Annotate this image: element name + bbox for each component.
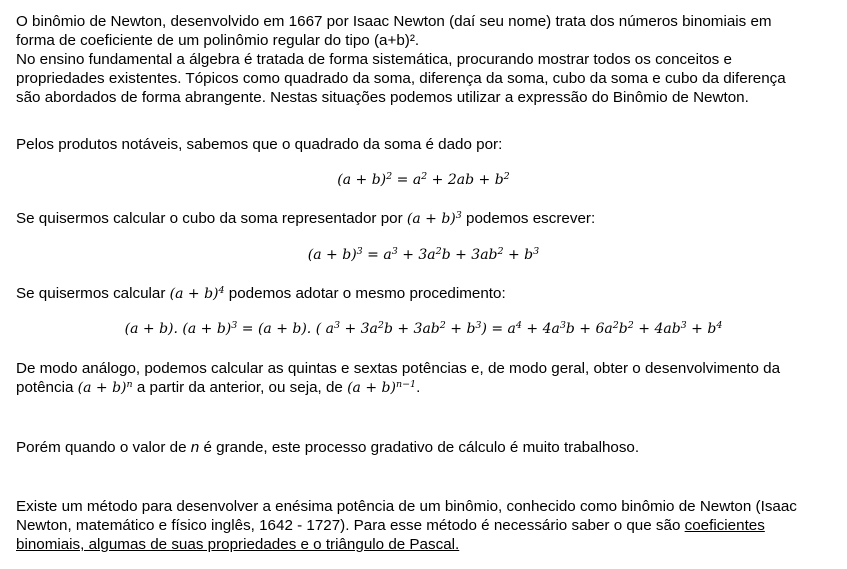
fourth-text-after: podemos adotar o mesmo procedimento:: [224, 285, 506, 302]
eq3-exp-11: 4: [716, 320, 723, 331]
analogous-exp-2: n−1: [395, 379, 417, 390]
coefficients-link[interactable]: coeficientes: [684, 517, 765, 534]
eq2-exp-2: 2: [435, 246, 442, 257]
method-line-3: [16, 535, 838, 554]
eq3-term-3: + 3a: [340, 321, 378, 337]
cube-of-sum-equation: [0, 245, 847, 265]
eq3-exp-4: 2: [439, 320, 446, 331]
intro-line-3: No ensino fundamental a álgebra é tratada de forma sistemática, procurando mostrar todos os conceitos e: [16, 51, 732, 68]
cube-inline-exp: 3: [455, 210, 462, 221]
eq3-exp-6: 4: [515, 320, 522, 331]
eq1-lhs: (a + b): [337, 172, 387, 188]
eq3-term-1: (a + b). (a + b): [124, 321, 232, 337]
eq2-term-2: + 3a: [397, 247, 436, 263]
eq1-term-2: + 2ab + b: [427, 172, 504, 188]
eq3-term-5: + b: [445, 321, 476, 337]
intro-paragraph: [16, 12, 838, 107]
analogous-line-1: De modo análogo, podemos calcular as quintas e sextas potências e, de modo geral, obter o desenvolvimento da: [16, 360, 781, 377]
eq3-term-9: b: [618, 321, 628, 337]
eq2-lhs: (a + b): [307, 247, 357, 263]
method-line-2: [16, 516, 838, 535]
analogous-exp-1: n: [126, 379, 133, 390]
notable-products-paragraph: [16, 135, 838, 154]
analogous-text-after: .: [416, 379, 421, 396]
eq3-term-4: b + 3ab: [383, 321, 440, 337]
eq3-term-2: = (a + b). ( a: [237, 321, 334, 337]
cube-inline-math: [407, 211, 462, 227]
eq3-exp-9: 2: [627, 320, 634, 331]
eq3-term-11: + b: [686, 321, 717, 337]
analogous-text-middle: a partir da anterior, ou seja, de: [132, 379, 348, 396]
fourth-inline-base: (a + b): [169, 286, 219, 302]
analogous-line-2: [16, 378, 838, 398]
intro-line-5: são abordados de forma abrangente. Nestas situações podemos utilizar a expressão do Binômio de Newton.: [16, 89, 749, 106]
fourth-power-paragraph: [16, 284, 838, 304]
eq3-term-7: + 4a: [521, 321, 560, 337]
eq3-exp-2: 3: [333, 320, 341, 331]
cube-inline-base: (a + b): [406, 211, 456, 227]
eq2-term-3: b + 3ab: [441, 247, 498, 263]
eq3-exp-1: 3: [231, 320, 238, 331]
eq1-lhs-exp: 2: [386, 171, 393, 182]
fourth-inline-math: [170, 286, 225, 302]
eq3-exp-8: 2: [612, 320, 619, 331]
fourth-inline-exp: 4: [218, 285, 225, 296]
eq3-exp-3: 2: [377, 320, 384, 331]
eq3-exp-5: 3: [475, 320, 482, 331]
method-line-2-text: Newton, matemático e físico inglês, 1642 - 1727). Para esse método é necessário saber o que são: [16, 517, 685, 534]
large-n-text-after: é grande, este processo gradativo de cálculo é muito trabalhoso.: [199, 439, 640, 456]
analogous-base-2: (a + b): [347, 380, 396, 396]
analogous-paragraph: [16, 359, 838, 398]
eq3-exp-7: 3: [559, 320, 566, 331]
eq1-rhs: = a: [396, 172, 422, 188]
eq2-term-1: = a: [362, 247, 392, 263]
large-n-variable: n: [190, 439, 200, 456]
analogous-text-before: potência: [16, 379, 78, 396]
cube-text-before: Se quisermos calcular o cubo da soma representador por: [16, 210, 407, 227]
analogous-inline-math-2: [347, 380, 416, 396]
intro-line-4: propriedades existentes. Tópicos como quadrado da soma, diferença da soma, cubo da soma e cubo da diferença: [16, 70, 786, 87]
fourth-text-before: Se quisermos calcular: [16, 285, 170, 302]
eq1-exp-1: 2: [421, 171, 428, 182]
method-line-1: Existe um método para desenvolver a enésima potência de um binômio, conhecido como binômio de Newton (Isaac: [16, 498, 797, 515]
eq2-term-4: + b: [503, 247, 534, 263]
eq3-term-10: + 4ab: [633, 321, 681, 337]
analogous-inline-math-1: [78, 380, 133, 396]
eq2-lhs-exp: 3: [356, 246, 363, 257]
large-n-text-before: Porém quando o valor de: [16, 439, 191, 456]
eq3-exp-10: 3: [680, 320, 687, 331]
eq3-term-6: ) = a: [481, 321, 516, 337]
cube-text-after: podemos escrever:: [461, 210, 596, 227]
method-paragraph: [16, 497, 838, 554]
eq2-exp-4: 3: [533, 246, 540, 257]
notable-products-text: Pelos produtos notáveis, sabemos que o quadrado da soma é dado por:: [16, 136, 503, 153]
cube-of-sum-paragraph: [16, 209, 838, 229]
intro-line-2: forma de coeficiente de um polinômio regular do tipo (a+b)².: [16, 32, 420, 49]
eq1-exp-2: 2: [503, 171, 510, 182]
intro-line-1: O binômio de Newton, desenvolvido em 1667 por Isaac Newton (daí seu nome) trata dos números binomiais em: [16, 13, 772, 30]
analogous-base-1: (a + b): [77, 380, 127, 396]
eq2-exp-3: 2: [497, 246, 504, 257]
fourth-power-equation: [0, 319, 847, 339]
binomial-properties-link[interactable]: binomiais, algumas de suas propriedades e o triângulo de Pascal.: [16, 536, 460, 553]
eq2-exp-1: 3: [391, 246, 398, 257]
large-n-paragraph: [16, 438, 838, 457]
eq3-term-8: b + 6a: [565, 321, 613, 337]
square-of-sum-equation: [0, 170, 847, 190]
